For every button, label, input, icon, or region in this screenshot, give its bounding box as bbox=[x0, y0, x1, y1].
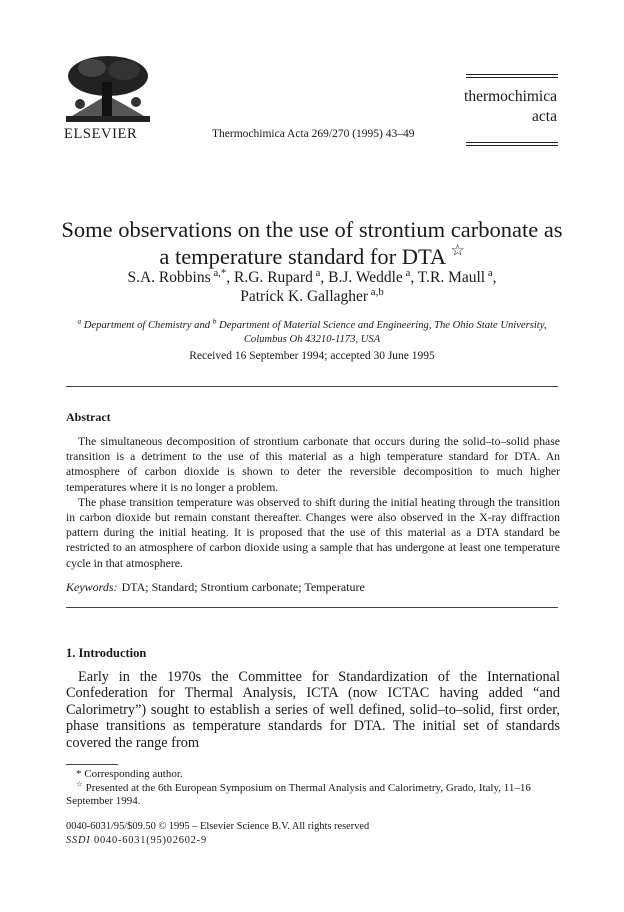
author-line-2 bbox=[40, 287, 584, 306]
footnotes bbox=[66, 768, 560, 809]
keywords-list: DTA; Standard; Strontium carbonate; Temperature bbox=[121, 580, 365, 594]
journal-citation: Thermochimica Acta 269/270 (1995) 43–49 bbox=[212, 128, 415, 140]
affiliations bbox=[60, 316, 564, 347]
copyright-block bbox=[66, 820, 369, 847]
journal-name-line1: thermochimica bbox=[464, 88, 557, 105]
footnote-rule bbox=[66, 764, 118, 765]
author-separator: , bbox=[410, 269, 418, 286]
body-paragraph: Early in the 1970s the Committee for Standardization of the International Confederation for Thermal Analysis, ICTA (now ICTAC having added “and Calorimetry”) sought to establish a series of well defined, solid–to–solid, first order, phase transitions as temperature standards for DTA. The initial set of standards covered the range from bbox=[66, 669, 560, 751]
author-separator: , bbox=[492, 269, 497, 286]
author-name: T.R. Maull bbox=[417, 269, 486, 286]
ssdi-value: 0040-6031(95)02602-9 bbox=[93, 834, 207, 846]
copyright-line: 0040-6031/95/$09.50 © 1995 – Elsevier Science B.V. All rights reserved bbox=[66, 821, 370, 832]
abstract-paragraph: The phase transition temperature was observed to shift during the initial heating through the transition in carbon dioxide but remain constant thereafter. Changes were also observed in the X-ray diffraction pattern during the initial heating. It is proposed that the use of this material as a DTA standard be restricted to an atmosphere of carbon dioxide using a sample that has undergone at least one temperature cycle in that atmosphere. bbox=[66, 495, 560, 570]
author-name: R.G. Rupard bbox=[234, 269, 313, 286]
divider-top bbox=[66, 386, 558, 387]
journal-rule-top bbox=[466, 74, 558, 75]
received-dates: Received 16 September 1994; accepted 30 June 1995 bbox=[189, 350, 435, 362]
elsevier-tree-logo bbox=[62, 54, 154, 124]
journal-rule-bottom-2 bbox=[466, 145, 558, 146]
journal-rule-top-2 bbox=[466, 77, 558, 78]
keywords-label: Keywords: bbox=[66, 580, 118, 594]
abstract-body bbox=[66, 434, 560, 571]
journal-name-line2: acta bbox=[532, 108, 557, 125]
title-footnote-mark: ☆ bbox=[450, 242, 465, 260]
author-separator: , bbox=[320, 269, 329, 286]
footnote-corresponding: * Corresponding author. bbox=[76, 768, 183, 780]
footnote-presented: Presented at the 6th European Symposium on Thermal Analysis and Calorimetry, Grado, Italy, 11–16 September 1994. bbox=[66, 781, 531, 807]
author-name: B.J. Weddle bbox=[328, 269, 403, 286]
keywords bbox=[66, 580, 365, 595]
affiliation-address: Columbus Oh 43210-1173, USA bbox=[243, 334, 381, 345]
affiliation-b: Department of Material Science and Engineering, The Ohio State University, bbox=[216, 320, 547, 331]
affiliation-a: Department of Chemistry and bbox=[81, 320, 213, 331]
section-body bbox=[66, 669, 560, 751]
journal-rule-bottom bbox=[466, 142, 558, 143]
abstract-paragraph: The simultaneous decomposition of strontium carbonate that occurs during the solid–to–solid phase transition is a detriment to the use of this material as a high temperature standard for DTA. An atmosphere of carbon dioxide is shown to deter the reversible decomposition to much higher temperatures where it is no longer a problem. bbox=[66, 435, 560, 494]
author-affil-mark: a bbox=[402, 266, 411, 279]
author-affil-mark: a,* bbox=[210, 266, 227, 279]
article-title bbox=[40, 216, 584, 270]
title-line-2: a temperature standard for DTA bbox=[159, 244, 445, 269]
abstract-heading: Abstract bbox=[66, 410, 111, 424]
affil-sup-a: a bbox=[77, 316, 82, 326]
divider-bottom bbox=[66, 607, 558, 608]
author-separator: , bbox=[226, 269, 235, 286]
author-affil-mark: a bbox=[485, 266, 493, 279]
author-affil-mark: a bbox=[312, 266, 321, 279]
footnote-mark: ☆ bbox=[76, 778, 83, 788]
author-name: Patrick K. Gallagher bbox=[240, 288, 369, 305]
author-line-1 bbox=[40, 268, 584, 287]
author-name: S.A. Robbins bbox=[127, 269, 211, 286]
affil-sup-b: b bbox=[212, 316, 217, 326]
author-affil-mark: a,b bbox=[368, 285, 384, 298]
publisher-name: ELSEVIER bbox=[64, 126, 138, 142]
ssdi-label: SSDI bbox=[66, 834, 91, 846]
author-list bbox=[40, 268, 584, 306]
section-heading: 1. Introduction bbox=[66, 646, 147, 660]
title-line-1: Some observations on the use of strontium carbonate as bbox=[61, 217, 563, 242]
